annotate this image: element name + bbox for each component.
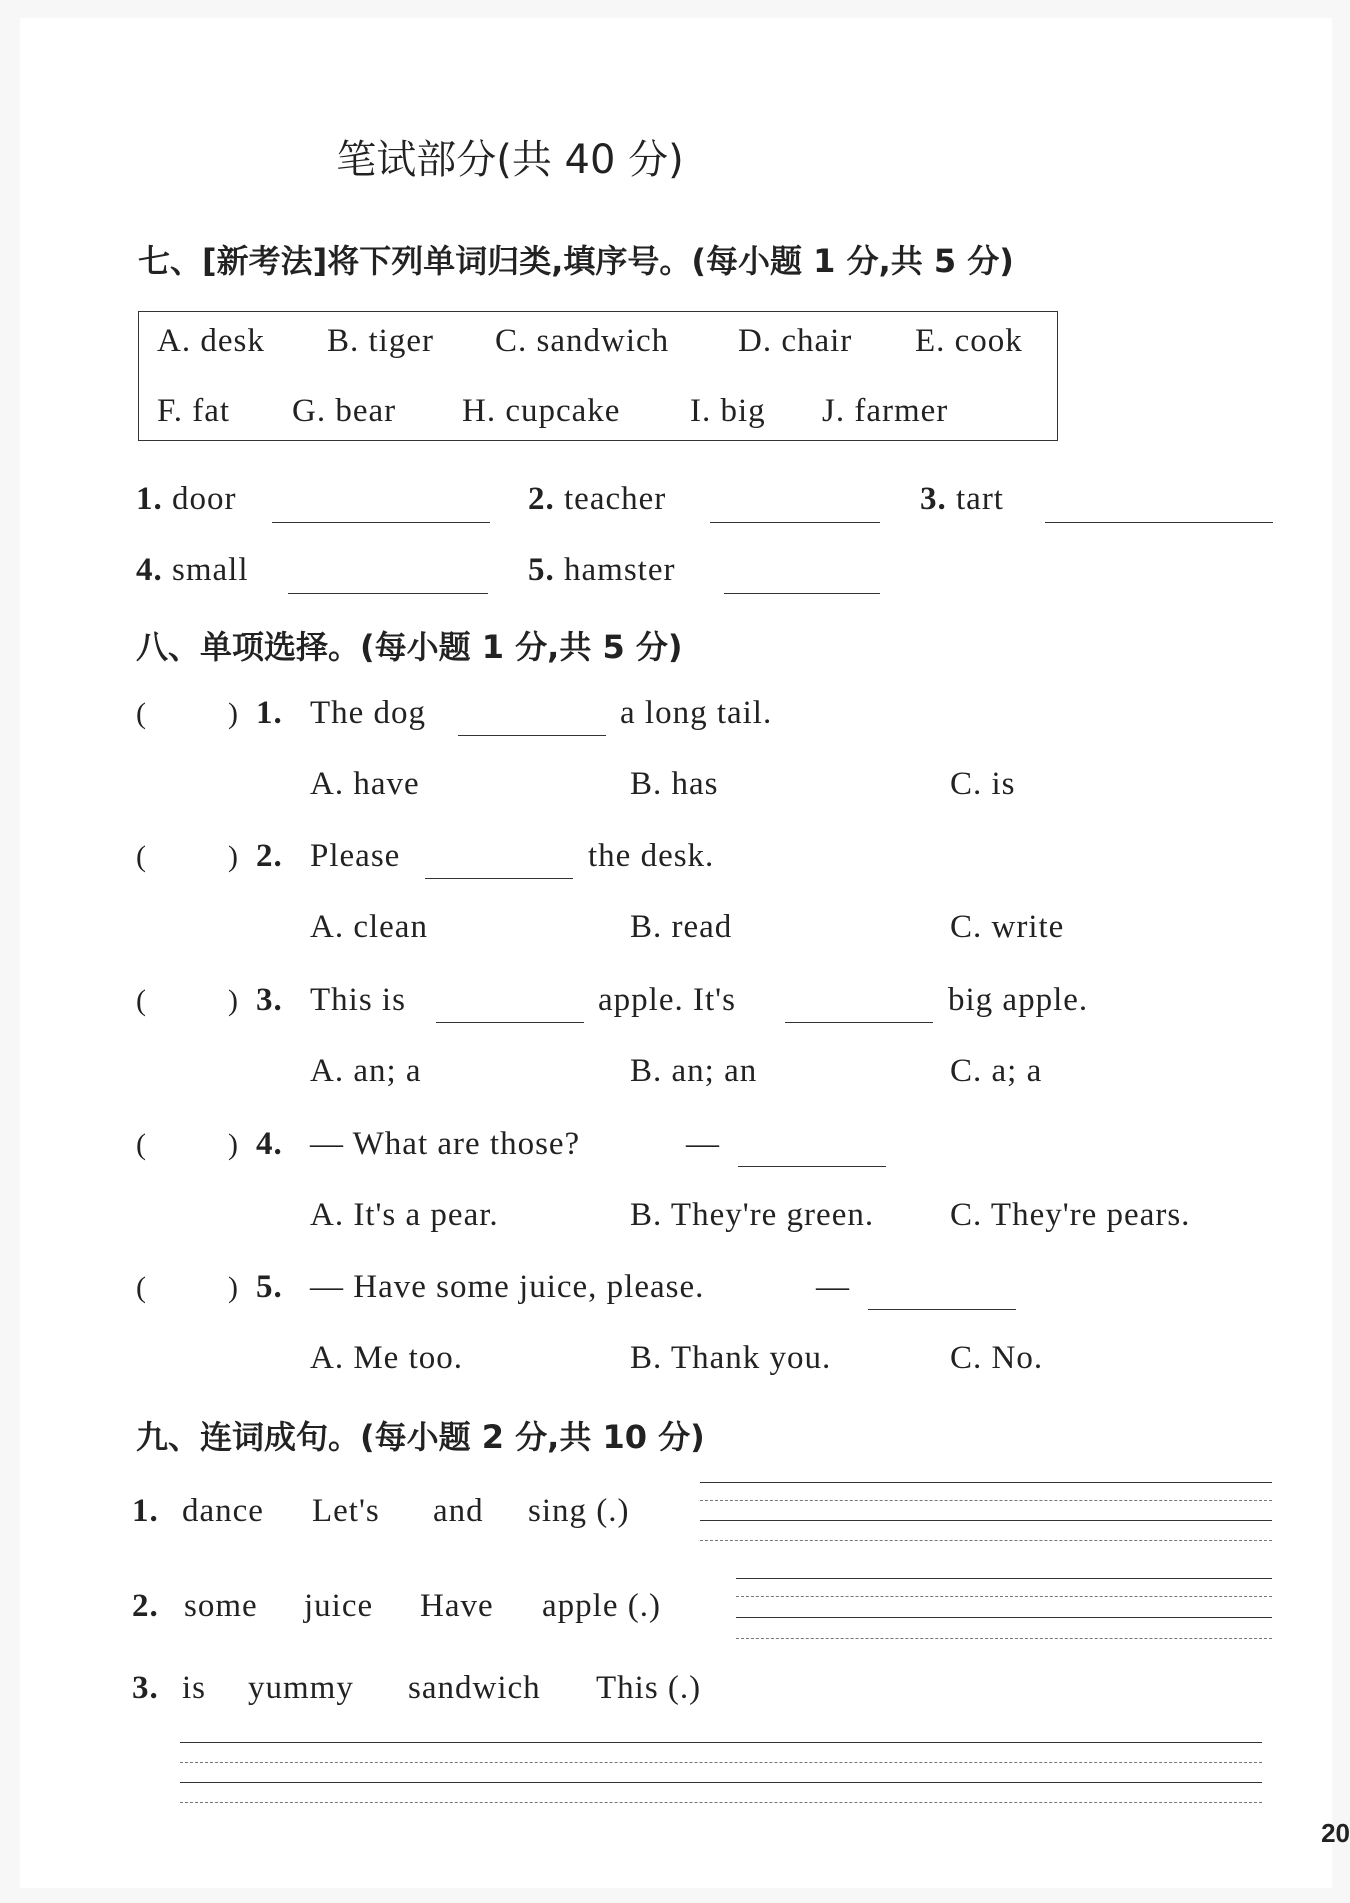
writing-line[interactable] bbox=[736, 1578, 1272, 1579]
sentence-item-3-word-4: This (.) bbox=[596, 1670, 702, 1706]
question-5-part-1: — Have some juice, please. bbox=[310, 1269, 705, 1305]
question-3-blank-2[interactable] bbox=[785, 1022, 933, 1023]
question-number-5: 5. bbox=[256, 1269, 283, 1305]
question-2-option-a[interactable]: A. clean bbox=[310, 909, 428, 945]
question-1-option-b[interactable]: B. has bbox=[630, 766, 719, 802]
question-4-part-2: — bbox=[686, 1126, 720, 1162]
word-i: I. big bbox=[690, 393, 766, 429]
sentence-item-3-word-1: is bbox=[182, 1670, 207, 1706]
question-2-part-1: Please bbox=[310, 838, 401, 874]
writing-baseline[interactable] bbox=[180, 1782, 1262, 1783]
classify-item-3: 3. tart bbox=[920, 481, 1004, 517]
answer-blank-2[interactable] bbox=[710, 522, 880, 523]
question-1-blank[interactable] bbox=[458, 735, 606, 736]
section-7-header-text: 七、[新考法]将下列单词归类,填序号。(每小题 1 分,共 5 分) bbox=[138, 242, 1014, 280]
question-1-part-2: a long tail. bbox=[620, 695, 773, 731]
sentence-item-3-word-2: yummy bbox=[248, 1670, 354, 1706]
sentence-item-2-word-4: apple (.) bbox=[542, 1588, 661, 1624]
page-number: 20 bbox=[1321, 1818, 1350, 1848]
classify-item-5: 5. hamster bbox=[528, 552, 676, 588]
writing-guide-line bbox=[180, 1802, 1262, 1803]
word-d: D. chair bbox=[738, 323, 853, 359]
sentence-item-2-word-3: Have bbox=[420, 1588, 494, 1624]
question-2-option-c[interactable]: C. write bbox=[950, 909, 1065, 945]
question-2-blank[interactable] bbox=[425, 878, 573, 879]
writing-guide-line bbox=[700, 1540, 1272, 1541]
classify-item-1: 1. door bbox=[136, 481, 237, 517]
answer-paren-close-1[interactable]: ) bbox=[228, 697, 238, 730]
question-4-part-1: — What are those? bbox=[310, 1126, 581, 1162]
question-3-part-2: apple. It's bbox=[598, 982, 736, 1018]
sentence-item-2-word-1: some bbox=[184, 1588, 258, 1624]
writing-line[interactable] bbox=[180, 1742, 1262, 1743]
writing-baseline[interactable] bbox=[736, 1617, 1272, 1618]
classify-item-4: 4. small bbox=[136, 552, 249, 588]
answer-paren-open-3: ( bbox=[136, 984, 146, 1017]
sentence-item-3-number: 3. bbox=[132, 1670, 159, 1706]
section-7-header bbox=[138, 236, 1014, 282]
writing-guide-line bbox=[736, 1596, 1272, 1597]
word-a: A. desk bbox=[157, 323, 265, 359]
question-1-option-a[interactable]: A. have bbox=[310, 766, 420, 802]
sentence-item-3-word-3: sandwich bbox=[408, 1670, 541, 1706]
word-j: J. farmer bbox=[822, 393, 949, 429]
word-c: C. sandwich bbox=[495, 323, 670, 359]
writing-guide-line bbox=[180, 1762, 1262, 1763]
answer-paren-close-4[interactable]: ) bbox=[228, 1128, 238, 1161]
section-8-header: 八、单项选择。(每小题 1 分,共 5 分) bbox=[136, 628, 683, 666]
word-e: E. cook bbox=[915, 323, 1023, 359]
question-3-part-3: big apple. bbox=[948, 982, 1089, 1018]
sentence-item-2-number: 2. bbox=[132, 1588, 159, 1624]
answer-paren-open-2: ( bbox=[136, 840, 146, 873]
question-4-option-a[interactable]: A. It's a pear. bbox=[310, 1197, 499, 1233]
question-3-option-c[interactable]: C. a; a bbox=[950, 1053, 1043, 1089]
sentence-item-1-word-3: and bbox=[433, 1493, 484, 1529]
answer-blank-3[interactable] bbox=[1045, 522, 1273, 523]
question-1-option-c[interactable]: C. is bbox=[950, 766, 1016, 802]
question-4-option-b[interactable]: B. They're green. bbox=[630, 1197, 875, 1233]
question-5-option-c[interactable]: C. No. bbox=[950, 1340, 1044, 1376]
question-5-part-2: — bbox=[816, 1269, 850, 1305]
writing-guide-line bbox=[700, 1500, 1272, 1501]
page-title: 笔试部分(共 40 分) bbox=[336, 137, 684, 183]
question-3-option-b[interactable]: B. an; an bbox=[630, 1053, 758, 1089]
question-number-2: 2. bbox=[256, 838, 283, 874]
question-2-option-b[interactable]: B. read bbox=[630, 909, 733, 945]
question-number-3: 3. bbox=[256, 982, 283, 1018]
writing-baseline[interactable] bbox=[700, 1520, 1272, 1521]
section-9-header: 九、连词成句。(每小题 2 分,共 10 分) bbox=[136, 1418, 705, 1456]
sentence-item-1-word-4: sing (.) bbox=[528, 1493, 630, 1529]
question-3-part-1: This is bbox=[310, 982, 406, 1018]
sentence-item-2-word-2: juice bbox=[304, 1588, 374, 1624]
answer-blank-5[interactable] bbox=[724, 593, 880, 594]
answer-blank-4[interactable] bbox=[288, 593, 488, 594]
writing-guide-line bbox=[736, 1638, 1272, 1639]
answer-paren-close-2[interactable]: ) bbox=[228, 840, 238, 873]
question-number-1: 1. bbox=[256, 695, 283, 731]
question-4-option-c[interactable]: C. They're pears. bbox=[950, 1197, 1191, 1233]
sentence-item-1-word-1: dance bbox=[182, 1493, 264, 1529]
question-5-option-a[interactable]: A. Me too. bbox=[310, 1340, 463, 1376]
word-h: H. cupcake bbox=[462, 393, 621, 429]
classify-item-2: 2. teacher bbox=[528, 481, 667, 517]
question-1-part-1: The dog bbox=[310, 695, 427, 731]
question-4-blank[interactable] bbox=[738, 1166, 886, 1167]
answer-blank-1[interactable] bbox=[272, 522, 490, 523]
answer-paren-close-5[interactable]: ) bbox=[228, 1271, 238, 1304]
word-g: G. bear bbox=[292, 393, 397, 429]
question-2-part-2: the desk. bbox=[588, 838, 715, 874]
question-3-option-a[interactable]: A. an; a bbox=[310, 1053, 422, 1089]
writing-line[interactable] bbox=[700, 1482, 1272, 1483]
word-b: B. tiger bbox=[327, 323, 434, 359]
question-5-option-b[interactable]: B. Thank you. bbox=[630, 1340, 832, 1376]
answer-paren-close-3[interactable]: ) bbox=[228, 984, 238, 1017]
word-f: F. fat bbox=[157, 393, 231, 429]
answer-paren-open-4: ( bbox=[136, 1128, 146, 1161]
sentence-item-1-number: 1. bbox=[132, 1493, 159, 1529]
question-5-blank[interactable] bbox=[868, 1309, 1016, 1310]
question-number-4: 4. bbox=[256, 1126, 283, 1162]
question-3-blank-1[interactable] bbox=[436, 1022, 584, 1023]
answer-paren-open-1: ( bbox=[136, 697, 146, 730]
sentence-item-1-word-2: Let's bbox=[312, 1493, 380, 1529]
answer-paren-open-5: ( bbox=[136, 1271, 146, 1304]
